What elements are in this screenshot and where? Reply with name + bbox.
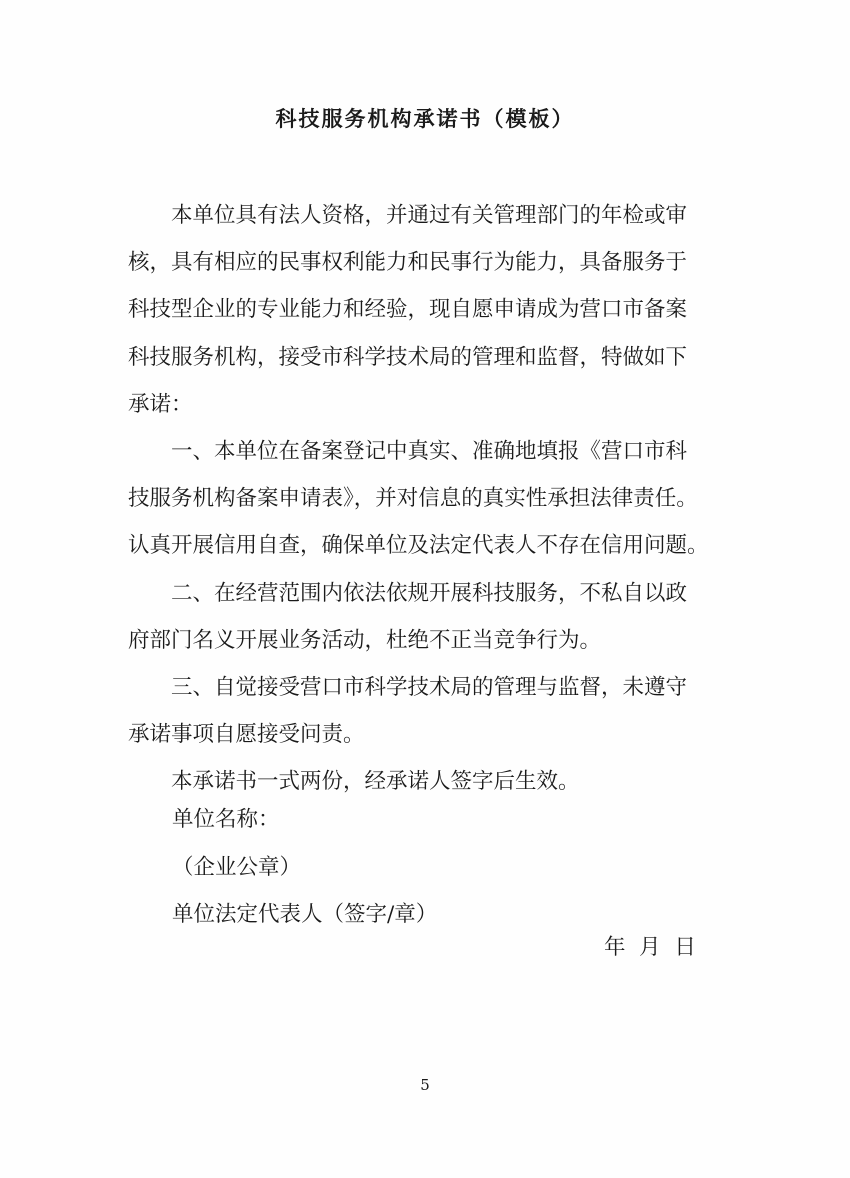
paragraph-line: 认真开展信用自查，确保单位及法定代表人不存在信用问题。 bbox=[128, 533, 709, 559]
paragraph-line: 一、本单位在备案登记中真实、准确地填报《营口市科 bbox=[171, 438, 688, 464]
paragraph-line: 三、自觉接受营口市科学技术局的管理与监督，未遵守 bbox=[171, 674, 688, 700]
paragraph-line: 核，具有相应的民事权利能力和民事行为能力，具备服务于 bbox=[128, 250, 688, 276]
company-seal-label: （企业公章） bbox=[172, 854, 302, 880]
paragraph-line: 承诺： bbox=[128, 391, 193, 417]
paragraph-line: 科技服务机构，接受市科学技术局的管理和监督，特做如下 bbox=[128, 344, 688, 370]
paragraph-line: 科技型企业的专业能力和经验，现自愿申请成为营口市备案 bbox=[128, 297, 688, 323]
paragraph-line: 本单位具有法人资格，并通过有关管理部门的年检或审 bbox=[171, 203, 688, 228]
signature-block bbox=[172, 796, 437, 939]
legal-representative-label: 单位法定代表人（签字/章） bbox=[172, 902, 438, 927]
paragraph-line: 本承诺书一式两份，经承诺人签字后生效。 bbox=[171, 769, 580, 795]
commitment-body bbox=[128, 192, 728, 805]
paragraph-line: 承诺事项自愿接受问责。 bbox=[128, 722, 365, 748]
paragraph-line: 技服务机构备案申请表》，并对信息的真实性承担法律责任。 bbox=[128, 486, 698, 512]
unit-name-label: 单位名称： bbox=[172, 807, 280, 832]
page-number: 5 bbox=[420, 1076, 430, 1094]
date-label: 年 月 日 bbox=[604, 935, 696, 960]
paragraph-line: 府部门名义开展业务活动，杜绝不正当竞争行为。 bbox=[128, 627, 602, 653]
paragraph-line: 二、在经营范围内依法依规开展科技服务，不私自以政 bbox=[171, 580, 688, 606]
document-title: 科技服务机构承诺书（模板） bbox=[275, 106, 575, 131]
